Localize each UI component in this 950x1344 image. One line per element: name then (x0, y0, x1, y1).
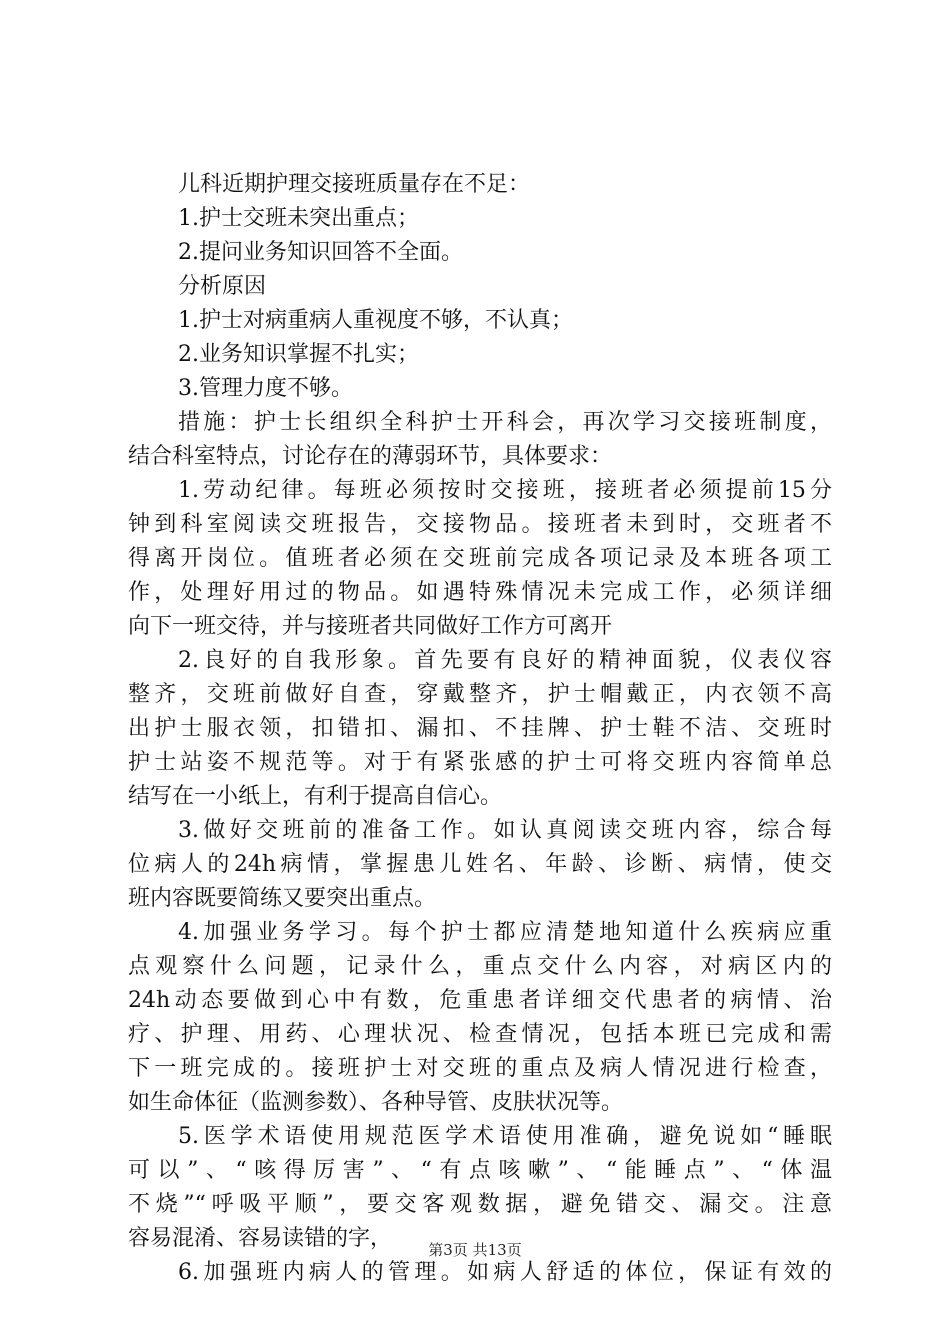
text-line: 1.护士交班未突出重点； (178, 206, 419, 231)
text-line: 容易混淆、容易读错的字， (128, 1226, 393, 1251)
text-line: 作，处理好用过的物品。如遇特殊情况未完成工作，必须详细 (128, 580, 832, 605)
text-line: 2.提问业务知识回答不全面。 (178, 240, 463, 265)
text-line: 结合科室特点，讨论存在的薄弱环节，具体要求： (128, 444, 613, 469)
text-line: 出护士服衣领，扣错扣、漏扣、不挂牌、护士鞋不洁、交班时 (128, 716, 832, 741)
text-line: 1.劳动纪律。每班必须按时交接班，接班者必须提前15分 (178, 478, 832, 503)
text-line: 6.加强班内病人的管理。如病人舒适的体位，保证有效的 (178, 1260, 832, 1285)
text-line: 点观察什么问题，记录什么，重点交什么内容，对病区内的 (128, 954, 832, 979)
page-footer: 第3页 共13页 (428, 1241, 522, 1259)
text-line: 1.护士对病重病人重视度不够，不认真； (178, 308, 573, 333)
text-line: 向下一班交待，并与接班者共同做好工作方可离开 (128, 614, 613, 639)
text-line: 结写在一小纸上，有利于提高自信心。 (128, 784, 503, 809)
text-line: 得离开岗位。值班者必须在交班前完成各项记录及本班各项工 (128, 546, 832, 571)
text-line: 措施：护士长组织全科护士开科会，再次学习交接班制度， (178, 410, 832, 435)
text-line: 儿科近期护理交接班质量存在不足： (178, 172, 531, 197)
text-line: 分析原因 (178, 274, 267, 299)
text-line: 2.业务知识掌握不扎实； (178, 342, 419, 367)
text-line: 2.良好的自我形象。首先要有良好的精神面貌，仪表仪容 (178, 648, 832, 673)
text-line: 位病人的24h病情，掌握患儿姓名、年龄、诊断、病情，使交 (128, 852, 832, 877)
text-line: 5.医学术语使用规范医学术语使用准确，避免说如“睡眠 (178, 1124, 832, 1149)
text-line: 下一班完成的。接班护士对交班的重点及病人情况进行检查， (128, 1056, 832, 1081)
text-line: 如生命体征（监测参数）、各种导管、皮肤状况等。 (128, 1090, 624, 1115)
text-line: 钟到科室阅读交班报告，交接物品。接班者未到时，交班者不 (128, 512, 832, 537)
text-line: 班内容既要简练又要突出重点。 (128, 886, 437, 911)
text-line: 疗、护理、用药、心理状况、检查情况，包括本班已完成和需 (128, 1022, 832, 1047)
text-line: 护士站姿不规范等。对于有紧张感的护士可将交班内容简单总 (128, 750, 832, 775)
text-line: 不烧”“呼吸平顺”，要交客观数据，避免错交、漏交。注意 (128, 1192, 832, 1217)
text-line: 可以”、“咳得厉害”、“有点咳嗽”、“能睡点”、“体温 (128, 1158, 832, 1183)
text-line: 整齐，交班前做好自查，穿戴整齐，护士帽戴正，内衣领不高 (128, 682, 832, 707)
text-line: 4.加强业务学习。每个护士都应清楚地知道什么疾病应重 (178, 920, 832, 945)
text-line: 3.做好交班前的准备工作。如认真阅读交班内容，综合每 (178, 818, 832, 843)
text-line: 24h动态要做到心中有数，危重患者详细交代患者的病情、治 (128, 988, 832, 1013)
document-body (128, 168, 832, 1290)
text-line: 3.管理力度不够。 (178, 376, 353, 401)
